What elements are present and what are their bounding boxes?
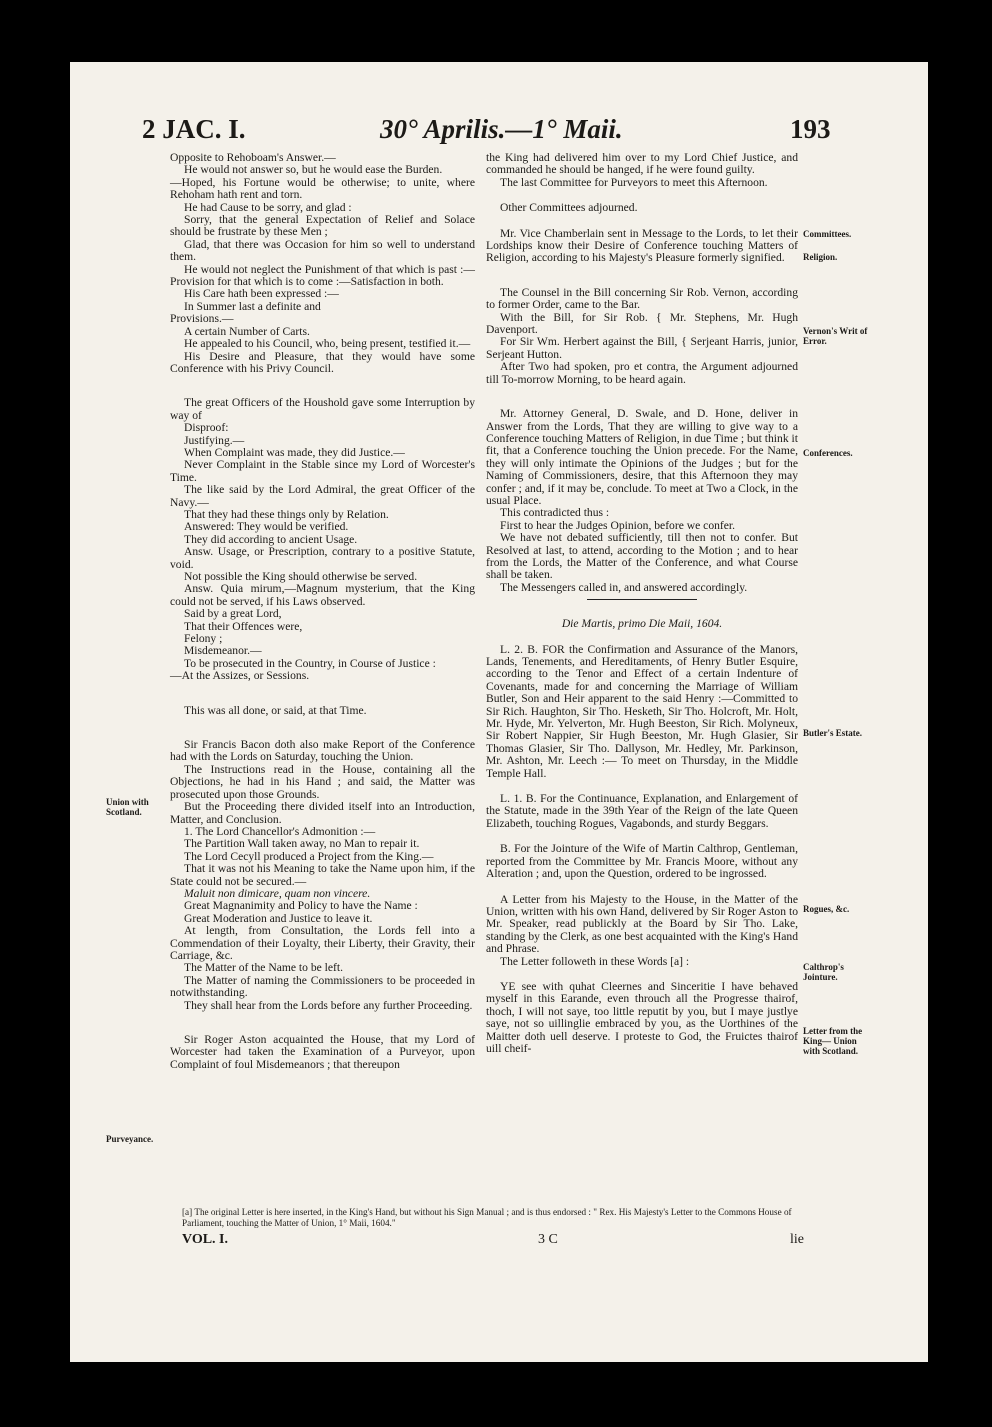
paragraph: This contradicted thus : — [500, 506, 610, 520]
paragraph: The Letter followeth in these Words [a] : — [500, 954, 690, 968]
paragraph: He had Cause to be sorry, and glad : — [184, 200, 352, 214]
page-number: 193 — [790, 114, 831, 144]
section-rule — [587, 599, 697, 600]
right-column — [486, 152, 798, 1055]
paragraph: To be prosecuted in the Country, in Course of Justice : — [184, 656, 436, 670]
paragraph: Answered: They would be verified. — [184, 520, 349, 534]
paragraph: Sir Roger Aston acquainted the House, that my Lord of Worcester had taken the Examination of a Purveyor, upon Complaint of foul Misdemeanors ; that thereupon — [170, 1033, 475, 1071]
paragraph: The last Committee for Purveyors to meet this Afternoon. — [500, 175, 768, 189]
paragraph: The Counsel in the Bill concerning Sir Rob. Vernon, according to former Order, came to the Bar. — [486, 285, 798, 312]
paragraph: In Summer last a definite and — [184, 299, 321, 313]
paragraph: the King had delivered him over to my Lord Chief Justice, and commanded he should be hanged, if he were found guilty. — [486, 151, 798, 177]
paragraph: They did according to ancient Usage. — [184, 532, 358, 546]
margin-note-butler: Butler's Estate. — [803, 728, 862, 738]
paragraph: Maluit non dimicare, quam non vincere. — [184, 886, 371, 900]
paragraph: He appealed to his Council, who, being present, testified it.— — [184, 337, 471, 351]
paragraph: First to hear the Judges Opinion, before we confer. — [500, 518, 736, 532]
paragraph: Great Moderation and Justice to leave it. — [184, 911, 373, 925]
paragraph: At length, from Consultation, the Lords fell into a Commendation of their Loyalty, their Liberty, their Gravity, their Carriage, &c. — [170, 924, 475, 962]
margin-note-purveyance: Purveyance. — [106, 1134, 154, 1144]
paragraph: This was all done, or said, at that Time. — [184, 703, 367, 717]
paragraph: Justifying.— — [184, 433, 245, 447]
day-heading: Die Martis, primo Die Maii, 1604. — [561, 617, 723, 631]
paragraph: They shall hear from the Lords before any further Proceeding. — [184, 998, 473, 1012]
paragraph: The great Officers of the Houshold gave some Interruption by way of — [170, 396, 475, 422]
paragraph: The Partition Wall taken away, no Man to repair it. — [184, 837, 420, 851]
paragraph: The Instructions read in the House, containing all the Objections, he had in his Hand ; and said, the Matter was prosecuted upon those Grounds. — [170, 762, 475, 801]
paragraph: The Matter of naming the Commissioners to be proceeded in notwithstanding. — [170, 973, 475, 1000]
paragraph: Answ. Quia mirum,—Magnum mysterium, that the King could not be served, if his Laws observed. — [170, 582, 475, 608]
paragraph: With the Bill, for Sir Rob. { Mr. Stephens, Mr. Hugh Davenport. — [486, 310, 798, 337]
margin-note-rogues: Rogues, &c. — [803, 904, 850, 914]
paragraph: The Lord Cecyll produced a Project from the King.— — [184, 849, 434, 863]
paragraph: Sir Francis Bacon doth also make Report of the Conference had with the Lords on Saturday, touching the Union. — [170, 738, 475, 764]
paragraph: Said by a great Lord, — [184, 607, 282, 621]
left-column — [170, 152, 475, 1071]
paragraph: —At the Assizes, or Sessions. — [170, 669, 310, 683]
paragraph: Mr. Attorney General, D. Swale, and D. Hone, deliver in Answer from the Lords, That they are willing to give way to a Conference touching Matters of Religion, in due Time ; but think it fit, that a Conference touching the Union precede. For the Name, they will only intimate the Opinions of the Judges ; but for the Naming of Commissioners, desire, that this Afternoon they may confer ; and, if it may be, conclude. To meet at Two a Clock, in the usual Place. — [486, 407, 798, 507]
paragraph: 1. The Lord Chancellor's Admonition :— — [184, 824, 376, 838]
margin-note-vernon: Vernon's Writ of Error. — [803, 326, 868, 346]
header-center: 30° Aprilis.—1° Maii. — [380, 114, 623, 144]
paragraph: He would not neglect the Punishment of that which is past :—Provision for that which is to come :—Satisfaction in both. — [170, 262, 475, 289]
paragraph: He would not answer so, but he would ease the Burden. — [184, 163, 443, 177]
paragraph: YE see with quhat Cleernes and Sinceritie I have behaved myself in this Earande, even throuch all the Progresse thairof, thoch, I will not saye, too little reputit by you, but I maye justlye saye, not so uillinglie embraced by you, as the Uorthines of the Maitter doth uell deserve. I proteste to God, the Fruictes thairof uill cheif- — [486, 979, 798, 1055]
paragraph: Sorry, that the general Expectation of Relief and Solace should be frustrate by these Men ; — [170, 213, 475, 239]
paragraph: That it was not his Meaning to take the Name upon him, if the State could not be secured.— — [170, 862, 475, 888]
paragraph: Provisions.— — [170, 312, 234, 326]
paragraph: A certain Number of Carts. — [184, 324, 310, 338]
paragraph: Not possible the King should otherwise be served. — [184, 570, 418, 583]
paragraph: After Two had spoken, pro et contra, the Argument adjourned till To-morrow Morning, to be heard again. — [486, 360, 798, 386]
paragraph: Glad, that there was Occasion for him so well to understand them. — [170, 237, 475, 264]
margin-note-religion: Religion. — [803, 252, 838, 262]
margin-note-union: Union with Scotland. — [106, 797, 149, 817]
volume-label: VOL. I. — [182, 1232, 229, 1247]
paragraph: His Care hath been expressed :— — [184, 287, 339, 301]
paragraph: The like said by the Lord Admiral, the great Officer of the Navy.— — [170, 483, 475, 509]
document-page — [70, 62, 928, 1362]
paragraph: L. 1. B. For the Continuance, Explanation, and Enlargement of the Statute, made in the 39th Year of the Reign of the late Queen Elizabeth, touching Rogues, Vagabonds, and sturdy Beggars. — [486, 792, 798, 830]
paragraph: Answ. Usage, or Prescription, contrary to a positive Statute, void. — [170, 545, 475, 571]
margin-note-calthrop: Calthrop's Jointure. — [803, 962, 844, 982]
paragraph: His Desire and Pleasure, that they would have some Conference with his Privy Council. — [170, 349, 475, 375]
signature-mark: 3 C — [538, 1232, 558, 1247]
paragraph: That their Offences were, — [184, 619, 303, 633]
paragraph: —Hoped, his Fortune would be otherwise; to unite, where Rehoham hath rent and torn. — [170, 175, 475, 202]
paragraph: Felony ; — [184, 632, 223, 646]
paragraph: That they had these things only by Relation. — [184, 507, 389, 521]
paragraph: Opposite to Rehoboam's Answer.— — [170, 151, 336, 164]
margin-note-committees: Committees. — [803, 229, 852, 239]
paragraph: For Sir Wm. Herbert against the Bill, { Serjeant Harris, junior, Serjeant Hutton. — [486, 335, 798, 361]
margin-note-letter: Letter from the King— Union with Scotland. — [803, 1026, 863, 1056]
header-left: 2 JAC. I. — [142, 114, 246, 144]
paragraph: Great Magnanimity and Policy to have the Name : — [184, 899, 418, 913]
paragraph: Never Complaint in the Stable since my Lord of Worcester's Time. — [170, 458, 475, 484]
paragraph: The Messengers called in, and answered accordingly. — [500, 580, 748, 594]
paragraph: L. 2. B. FOR the Confirmation and Assurance of the Manors, Lands, Tenements, and Hereditaments, of Henry Butler Esquire, according to the Tenor and Effect of a certain Indenture of Covenants, made for and concerning the Marriage of William Butler, Son and Heir apparent to the said Henry :—Committed to Sir Rich. Haughton, Sir Tho. Hesketh, Sir Tho. Holcroft, Mr. Holt, Mr. Hyde, Mr. Yelverton, Mr. Hugh Beeston, Sir Rich. Molyneux, Sir Robert Nappier, Sir Hugh Beeston, Mr. Hugh Glasier, Sir Thomas Glasier, Sir Tho. Dallyson, Mr. Hedley, Mr. Parkinson, Mr. Ashton, Mr. Leech :— To meet on Thursday, in the Middle Temple Hall. — [486, 642, 798, 780]
margin-note-conferences: Conferences. — [803, 448, 853, 458]
paragraph: When Complaint was made, they did Justice.— — [184, 445, 405, 459]
paragraph: Other Committees adjourned. — [500, 201, 638, 215]
paragraph: But the Proceeding there divided itself into an Introduction, Matter, and Conclusion. — [170, 800, 475, 826]
paragraph: B. For the Jointure of the Wife of Martin Calthrop, Gentleman, reported from the Committee by Mr. Francis Moore, without any Alteration ; and, upon the Question, ordered to be ingrossed. — [486, 842, 798, 881]
paragraph: Misdemeanor.— — [184, 644, 262, 658]
paragraph: Disproof: — [184, 421, 229, 435]
paragraph: The Matter of the Name to be left. — [184, 961, 344, 975]
footnote: [a] The original Letter is here inserted, in the King's Hand, but without his Sign Manual ; and is thus endorsed : " Rex. His Majesty's Letter to the Commons House of Parliament, touching the Matter of Union, 1° Maii, 1604." — [182, 1207, 792, 1228]
paragraph: Mr. Vice Chamberlain sent in Message to the Lords, to let their Lordships know their Desire of Conference touching Matters of Religion, according to his Majesty's Pleasure formerly signified. — [486, 226, 798, 265]
paragraph: We have not debated sufficiently, till then not to confer. But Resolved at last, to attend, according to the Motion ; and to hear from the Lords, the Matter of the Conference, and what Course shall be taken. — [486, 531, 798, 582]
paragraph: A Letter from his Majesty to the House, in the Matter of the Union, written with his own Hand, delivered by Sir Roger Aston to Mr. Speaker, read publickly at the Board by Sir Tho. Lake, standing by the Clerk, as one best acquainted with the King's Hand and Phrase. — [486, 892, 798, 956]
catchword: lie — [790, 1232, 804, 1247]
